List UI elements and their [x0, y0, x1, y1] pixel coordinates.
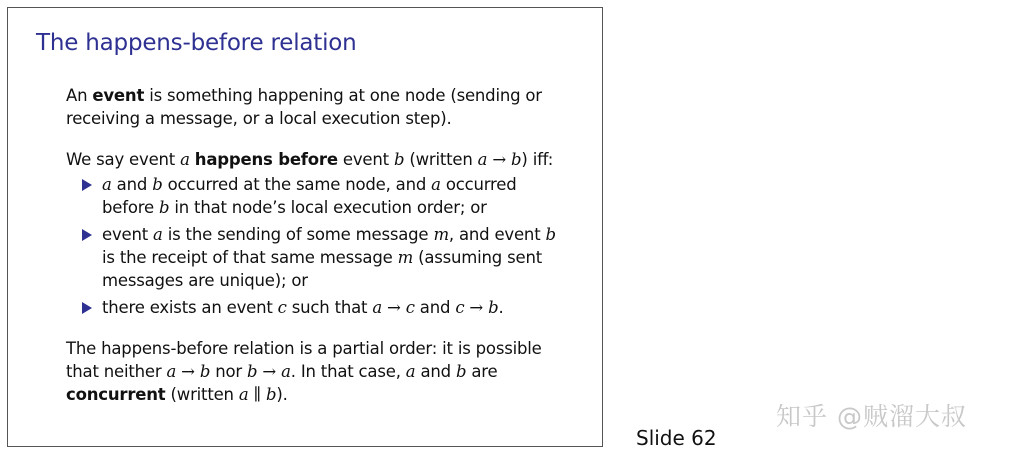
- arrow-symbol: →: [257, 362, 282, 381]
- math-var: b: [488, 298, 499, 317]
- bullet-triangle-icon: [82, 229, 92, 241]
- arrow-symbol: →: [487, 150, 512, 169]
- list-item: [66, 173, 566, 219]
- text: are: [466, 362, 498, 381]
- happens-before-definition: [66, 148, 566, 171]
- math-var: b: [266, 385, 277, 404]
- math-var: m: [397, 248, 414, 267]
- partial-order-note: [66, 337, 566, 406]
- math-var: a: [153, 225, 163, 244]
- text: (written: [404, 150, 478, 169]
- event-definition: [66, 84, 566, 130]
- slide-title: The happens-before relation: [36, 30, 357, 56]
- text: (assuming sent messages are unique); or: [102, 248, 542, 290]
- arrow-symbol: →: [176, 362, 200, 381]
- text: An: [66, 86, 93, 105]
- math-var: b: [247, 362, 258, 381]
- arrow-symbol: →: [464, 298, 489, 317]
- text: .: [498, 298, 504, 317]
- text: such that: [286, 298, 373, 317]
- math-var: b: [393, 150, 405, 169]
- list-item: [66, 296, 566, 319]
- math-var: a: [477, 150, 488, 169]
- math-var: a: [102, 175, 112, 194]
- math-var: a: [238, 385, 249, 404]
- math-var: b: [158, 198, 170, 217]
- text: ).: [276, 385, 288, 404]
- text: . In that case,: [290, 362, 406, 381]
- text: is something happening at one node (sending or receiving a message, or a local execution step).: [66, 86, 542, 128]
- text: and: [414, 298, 456, 317]
- watermark: 知乎 @贼溜大叔: [776, 402, 967, 431]
- math-var: a: [372, 298, 382, 317]
- text: , and event: [448, 225, 546, 244]
- list-item: [66, 223, 566, 292]
- math-var: b: [545, 225, 556, 244]
- slide-number: Slide 62: [636, 426, 717, 450]
- text: and: [415, 362, 456, 381]
- arrow-symbol: →: [382, 298, 406, 317]
- text: We say event: [66, 150, 181, 169]
- math-var: b: [152, 175, 163, 194]
- text: The happens-before relation is a partial order: it is possible that neither: [66, 339, 542, 381]
- math-var: c: [277, 298, 287, 317]
- term-concurrent: concurrent: [66, 385, 166, 404]
- text: event: [337, 150, 394, 169]
- math-var: b: [511, 150, 522, 169]
- text: in that node’s local execution order; or: [169, 198, 487, 217]
- condition-list: [66, 173, 566, 319]
- text: there exists an event: [102, 298, 278, 317]
- text: is the receipt of that same message: [102, 248, 398, 267]
- math-var: a: [281, 362, 291, 381]
- term-happens-before: happens before: [194, 150, 338, 169]
- text: occurred before: [102, 175, 517, 217]
- math-var: m: [433, 225, 449, 244]
- bullet-triangle-icon: [82, 302, 92, 314]
- text: (written: [165, 385, 239, 404]
- math-var: a: [180, 150, 190, 169]
- math-var: a: [405, 362, 416, 381]
- text: ) iff:: [521, 150, 554, 169]
- math-var: a: [431, 175, 441, 194]
- term-event: event: [92, 86, 145, 105]
- slide-frame: [7, 7, 603, 447]
- math-var: a: [166, 362, 177, 381]
- text: and: [111, 175, 153, 194]
- math-var: b: [199, 362, 211, 381]
- text: nor: [210, 362, 248, 381]
- math-var: c: [405, 298, 415, 317]
- text: is the sending of some message: [162, 225, 434, 244]
- text: occurred at the same node, and: [162, 175, 432, 194]
- math-var: c: [455, 298, 465, 317]
- text: event: [102, 225, 154, 244]
- math-var: b: [455, 362, 467, 381]
- bullet-triangle-icon: [82, 179, 92, 191]
- parallel-symbol: ∥: [248, 385, 266, 404]
- slide-content: [66, 84, 566, 406]
